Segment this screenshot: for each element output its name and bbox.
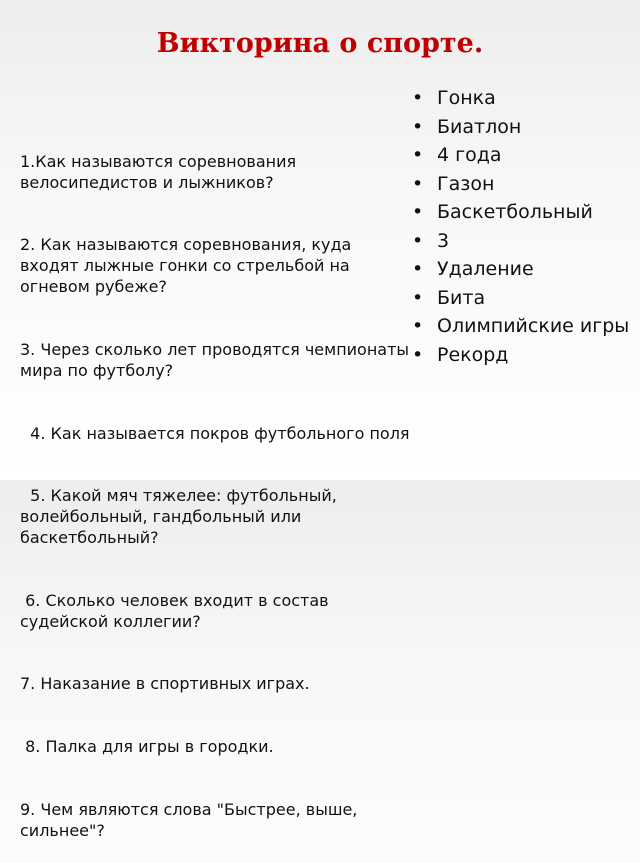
question-1: 1.Как называются соревнования велосипедистов и лыжников? [20,151,302,192]
answer-item: • Олимпийские игры [412,312,632,341]
question-9: 9. Чем являются слова "Быстрее, выше, сильнее"? [20,799,363,840]
answers-list [412,84,632,369]
answer-item: • 3 [412,227,632,256]
question-4: 4. Как называется покров футбольного поля [20,423,410,443]
answer-item: • Газон [412,170,632,199]
question-5: 5. Какой мяч тяжелее: футбольный, волейбольный, гандбольный или баскетбольный? [20,486,342,548]
question-8: 8. Палка для игры в городки. [20,737,274,757]
answer-item: • Удаление [412,255,632,284]
answer-item: • Биатлон [412,113,632,142]
question-7: 7. Наказание в спортивных играх. [20,674,310,694]
slide-title: Викторина о спорте. [156,28,484,59]
answer-item: • 4 года [412,141,632,170]
answer-item: • Рекорд [412,341,632,370]
questions-text [20,110,415,840]
question-6: 6. Сколько человек входит в состав судейской коллегии? [20,590,334,631]
question-3: 3. Через сколько лет проводятся чемпионаты мира по футболу? [20,339,415,380]
answer-item: • Гонка [412,84,632,113]
question-2: 2. Как называются соревнования, куда входят лыжные гонки со стрельбой на огневом рубеже? [20,235,357,297]
answer-item: • Бита [412,284,632,313]
answer-item: • Баскетбольный [412,198,632,227]
